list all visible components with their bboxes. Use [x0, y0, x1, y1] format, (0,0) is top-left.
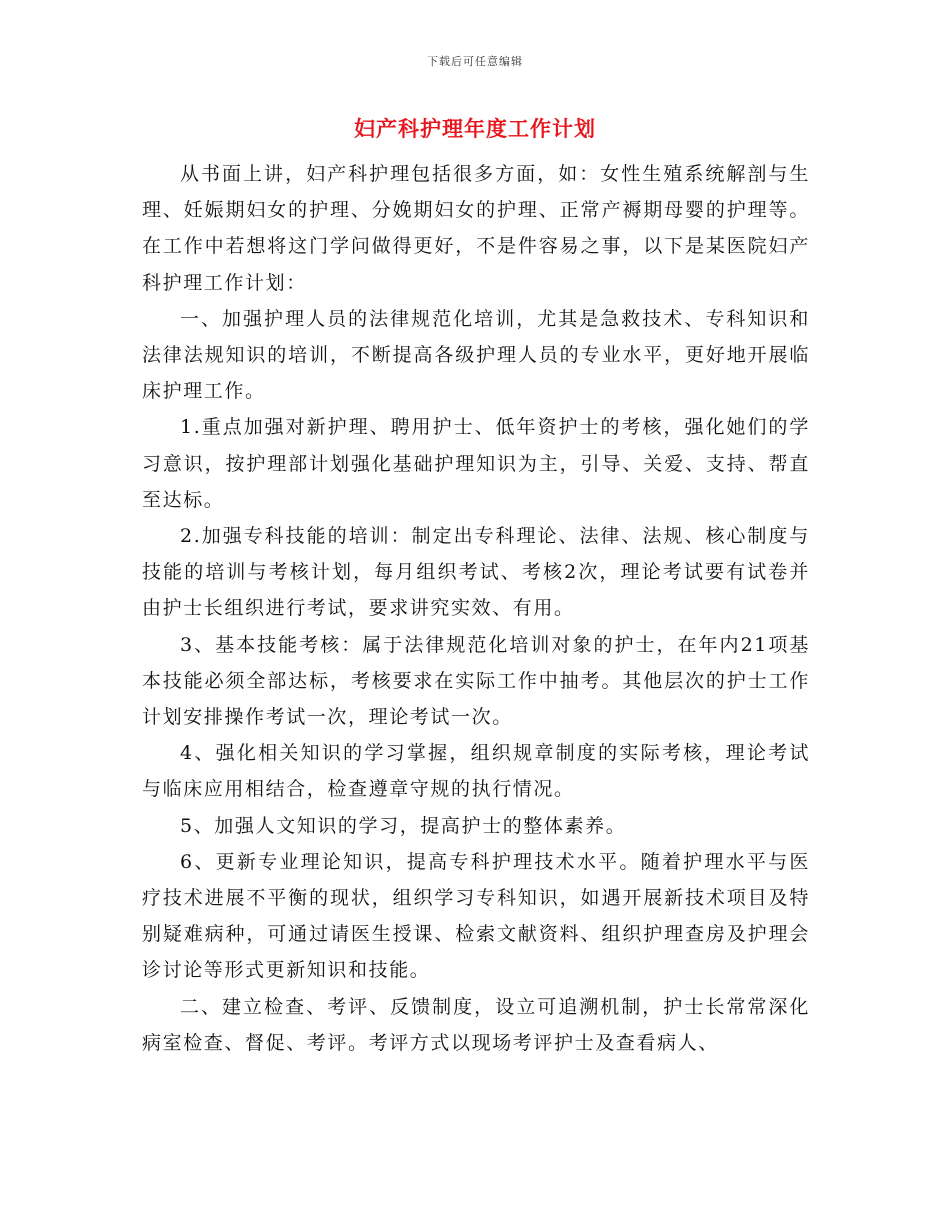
paragraph-item-1: 1.重点加强对新护理、聘用护士、低年资护士的考核，强化她们的学习意识，按护理部计划强化基础护理知识为主，引导、关爱、支持、帮直至达标。	[142, 416, 810, 511]
paragraph-item-4: 4、强化相关知识的学习掌握，组织规章制度的实际考核，理论考试与临床应用相结合，检查遵章守规的执行情况。	[142, 742, 810, 801]
paragraph-item-5: 5、加强人文知识的学习，提高护士的整体素养。	[180, 814, 627, 837]
paragraph-item-2: 2.加强专科技能的培训：制定出专科理论、法律、法规、核心制度与技能的培训与考核计划，每月组织考试、考核2次，理论考试要有试卷并由护士长组织进行考试，要求讲究实效、有用。	[142, 525, 810, 620]
paragraph-item-3: 3、基本技能考核：属于法律规范化培训对象的护士，在年内21项基本技能必须全部达标，考核要求在实际工作中抽考。其他层次的护士工作计划安排操作考试一次，理论考试一次。	[142, 633, 810, 729]
page-header-note: 下载后可任意编辑	[427, 55, 523, 68]
document-body	[142, 156, 810, 1061]
paragraph-section-1: 一、加强护理人员的法律规范化培训，尤其是急救技术、专科知识和法律法规知识的培训，不断提高各级护理人员的专业水平，更好地开展临床护理工作。	[142, 307, 810, 403]
paragraph-intro: 从书面上讲，妇产科护理包括很多方面，如：女性生殖系统解剖与生理、妊娠期妇女的护理、分娩期妇女的护理、正常产褥期母婴的护理等。在工作中若想将这门学问做得更好，不是件容易之事，以下是某医院妇产科护理工作计划：	[142, 163, 810, 294]
document-title: 妇产科护理年度工作计划	[354, 116, 596, 141]
paragraph-section-2: 二、建立检查、考评、反馈制度，设立可追溯机制，护士长常常深化病室检查、督促、考评。考评方式以现场考评护士及查看病人、	[142, 995, 810, 1054]
paragraph-item-6: 6、更新专业理论知识，提高专科护理技术水平。随着护理水平与医疗技术进展不平衡的现状，组织学习专科知识，如遇开展新技术项目及特别疑难病种，可通过请医生授课、检索文献资料、组织护理查房及护理会诊讨论等形式更新知识和技能。	[142, 850, 810, 982]
